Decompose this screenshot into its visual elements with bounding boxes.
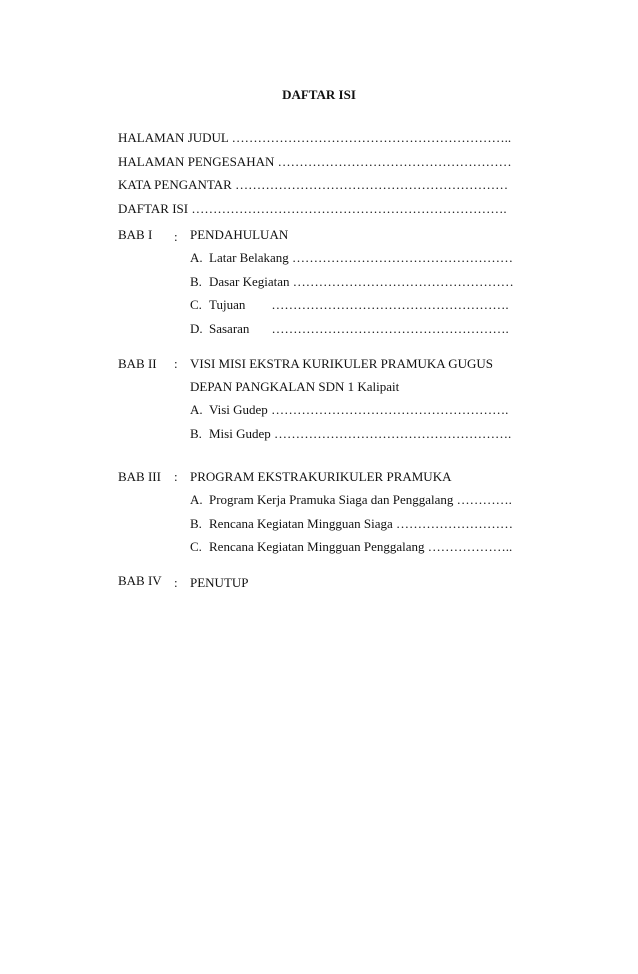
item-marker: B. [190,425,202,441]
item-dots: ……………………… [396,515,513,531]
item-marker: D. [190,320,203,336]
item-marker: C. [190,297,202,312]
page-title: DAFTAR ISI [282,87,356,102]
item-marker: A. [190,250,203,265]
item-marker: A. [190,492,203,507]
item-marker: C. [190,539,202,554]
item-text: Program Kerja Pramuka Siaga dan Penggalang [209,492,454,507]
toc-item [118,249,518,273]
bab-title: PROGRAM EKSTRAKURIKULER PRAMUKA [190,469,452,484]
item-dots: …………………………………………… [292,273,514,289]
item-dots: ………………………………………………. [271,402,509,417]
bab-colon: : [174,575,178,590]
item-marker: A. [190,402,203,417]
item-marker: B. [190,515,202,531]
toc-item [118,491,518,515]
item-dots: ………………………………………………. [271,297,509,312]
bab-colon: : [174,469,178,484]
bab-label: BAB II [118,356,157,371]
toc-item [118,320,518,344]
bab-section-2 [118,355,518,448]
item-dots: …………. [456,492,512,507]
toc-item [118,273,518,297]
bab-label: BAB IV [118,573,162,588]
front-matter-item: HALAMAN JUDUL ……………………………………………………….. [118,130,512,145]
bab-section-1 [118,226,518,343]
item-text: Rencana Kegiatan Mingguan Siaga [209,515,393,531]
bab-section-3 [118,468,518,562]
bab-title-continued: DEPAN PANGKALAN SDN 1 Kalipait [190,379,400,394]
item-dots: ………………………………………………. [274,425,512,441]
item-text: Tujuan [209,297,246,312]
toc-item [118,296,518,320]
front-matter-item: DAFTAR ISI ………………………………………………………………. [118,200,507,216]
item-text: Latar Belakang [209,250,289,265]
item-text: Rencana Kegiatan Mingguan Penggalang [209,539,425,554]
item-dots: ………………………………………………. [271,320,509,336]
item-text: Visi Gudep [209,402,268,417]
toc-item [118,425,518,449]
bab-colon: : [174,356,178,371]
bab-title: PENUTUP [190,575,249,590]
toc-item [118,401,518,425]
item-text: Dasar Kegiatan [209,273,290,289]
toc-item [118,538,518,562]
item-dots: …………………………………………… [292,250,514,265]
front-matter-item: KATA PENGANTAR ……………………………………………………… [118,177,509,192]
toc-item [118,515,518,539]
bab-title: VISI MISI EKSTRA KURIKULER PRAMUKA GUGUS [190,356,493,371]
bab-title: PENDAHULUAN [190,227,289,242]
item-dots: ……………….. [427,539,513,554]
front-matter-list [118,129,518,223]
item-marker: B. [190,273,202,289]
item-text: Misi Gudep [209,425,271,441]
bab-label: BAB I [118,227,153,242]
bab-colon: : [174,229,178,244]
front-matter-item: HALAMAN PENGESAHAN ……………………………………………… [118,153,512,169]
item-text: Sasaran [209,320,250,336]
bab-label: BAB III [118,469,161,484]
bab-section-4 [118,572,518,595]
